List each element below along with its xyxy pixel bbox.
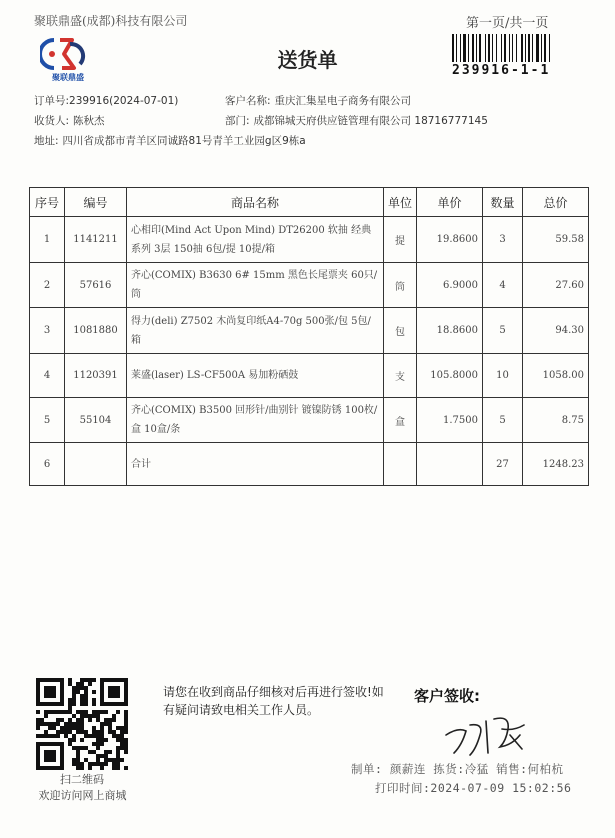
qr-caption: 扫二维码: [60, 773, 104, 786]
cell-total: 1248.23: [523, 443, 589, 486]
receiver: [34, 113, 105, 128]
cell-code: 1081880: [65, 308, 127, 354]
cell-qty: 10: [483, 354, 523, 398]
customer-label: 客户名称:: [225, 95, 271, 107]
cell-total: 94.30: [523, 308, 589, 354]
cell-unit: 筒: [384, 263, 417, 308]
cell-code: 1120391: [65, 354, 127, 398]
address-label: 地址:: [34, 135, 59, 147]
header-name: 商品名称: [127, 188, 384, 217]
cell-name: 齐心(COMIX) B3630 6# 15mm 黑色长尾票夹 60只/筒: [127, 263, 384, 308]
cell-total: 27.60: [523, 263, 589, 308]
cell-price: 19.8600: [417, 217, 483, 263]
cell-qty: 5: [483, 398, 523, 443]
cell-qty: 27: [483, 443, 523, 486]
header-unit: 单位: [384, 188, 417, 217]
cell-name: 齐心(COMIX) B3500 回形针/曲别针 镀镍防锈 100枚/盒 10盒/条: [127, 398, 384, 443]
cell-total: 59.58: [523, 217, 589, 263]
table-row: [30, 263, 589, 308]
cell-name: 莱盛(laser) LS-CF500A 易加粉硒鼓: [127, 354, 384, 398]
dept-value: 成都锦城天府供应链管理有限公司 18716777145: [253, 115, 488, 127]
table-header-row: [30, 188, 589, 217]
page-info: 第一页/共一页: [466, 16, 549, 31]
cell-price: [417, 443, 483, 486]
cell-unit: 支: [384, 354, 417, 398]
delivery-items-table: [29, 187, 589, 486]
table-total-row: [30, 443, 589, 486]
address-value: 四川省成都市青羊区同诚路81号青羊工业园g区9栋a: [62, 135, 306, 147]
receiver-label: 收货人:: [34, 115, 70, 127]
cell-name: 心相印(Mind Act Upon Mind) DT26200 软抽 经典系列 3层 150抽 6包/提 10提/箱: [127, 217, 384, 263]
customer-name: [225, 93, 411, 108]
header-seq: 序号: [30, 188, 65, 217]
department: [225, 113, 488, 128]
header-code: 编号: [65, 188, 127, 217]
cell-seq: 1: [30, 217, 65, 263]
cell-name: 合计: [127, 443, 384, 486]
cell-total: 1058.00: [523, 354, 589, 398]
cell-seq: 4: [30, 354, 65, 398]
cell-code: 57616: [65, 263, 127, 308]
customer-sign-label: 客户签收:: [414, 687, 480, 705]
qr-code-icon: [36, 678, 128, 770]
order-value: 239916(2024-07-01): [69, 95, 179, 107]
company-name: 聚联鼎盛(成都)科技有限公司: [34, 14, 188, 28]
handwritten-signature: [440, 705, 550, 765]
staff-line: 制单: 颜薪连 拣货:冷猛 销售:何柏杭: [351, 762, 564, 776]
order-number: [34, 93, 178, 108]
cell-price: 105.8000: [417, 354, 483, 398]
barcode-icon: [452, 34, 589, 62]
address: [34, 133, 306, 148]
barcode-number: 239916-1-1: [452, 63, 551, 78]
dept-label: 部门:: [225, 115, 250, 127]
cell-seq: 6: [30, 443, 65, 486]
document-title: 送货单: [277, 48, 338, 72]
receipt-notice: 请您在收到商品仔细核对后再进行签收!如有疑问请致电相关工作人员。: [163, 685, 384, 717]
header-price: 单价: [417, 188, 483, 217]
cell-unit: 包: [384, 308, 417, 354]
cell-seq: 3: [30, 308, 65, 354]
order-label: 订单号:: [34, 95, 70, 107]
qr-subcaption: 欢迎访问网上商城: [38, 789, 127, 802]
cell-seq: 2: [30, 263, 65, 308]
customer-value: 重庆汇集星电子商务有限公司: [274, 95, 412, 107]
cell-total: 8.75: [523, 398, 589, 443]
receiver-value: 陈秋杰: [73, 115, 105, 127]
print-time: 打印时间:2024-07-09 15:02:56: [375, 781, 572, 795]
cell-name: 得力(deli) Z7502 木尚复印纸A4-70g 500张/包 5包/箱: [127, 308, 384, 354]
cell-seq: 5: [30, 398, 65, 443]
cell-unit: 盒: [384, 398, 417, 443]
table-row: [30, 217, 589, 263]
cell-qty: 3: [483, 217, 523, 263]
cell-price: 18.8600: [417, 308, 483, 354]
cell-qty: 5: [483, 308, 523, 354]
cell-price: 6.9000: [417, 263, 483, 308]
cell-price: 1.7500: [417, 398, 483, 443]
table-row: [30, 398, 589, 443]
table-row: [30, 354, 589, 398]
logo-wordmark: 聚联鼎盛: [52, 72, 84, 82]
cell-qty: 4: [483, 263, 523, 308]
cell-code: 1141211: [65, 217, 127, 263]
cell-code: 55104: [65, 398, 127, 443]
header-total: 总价: [523, 188, 589, 217]
cell-unit: 提: [384, 217, 417, 263]
header-qty: 数量: [483, 188, 523, 217]
cell-code: [65, 443, 127, 486]
table-row: [30, 308, 589, 354]
cell-unit: [384, 443, 417, 486]
